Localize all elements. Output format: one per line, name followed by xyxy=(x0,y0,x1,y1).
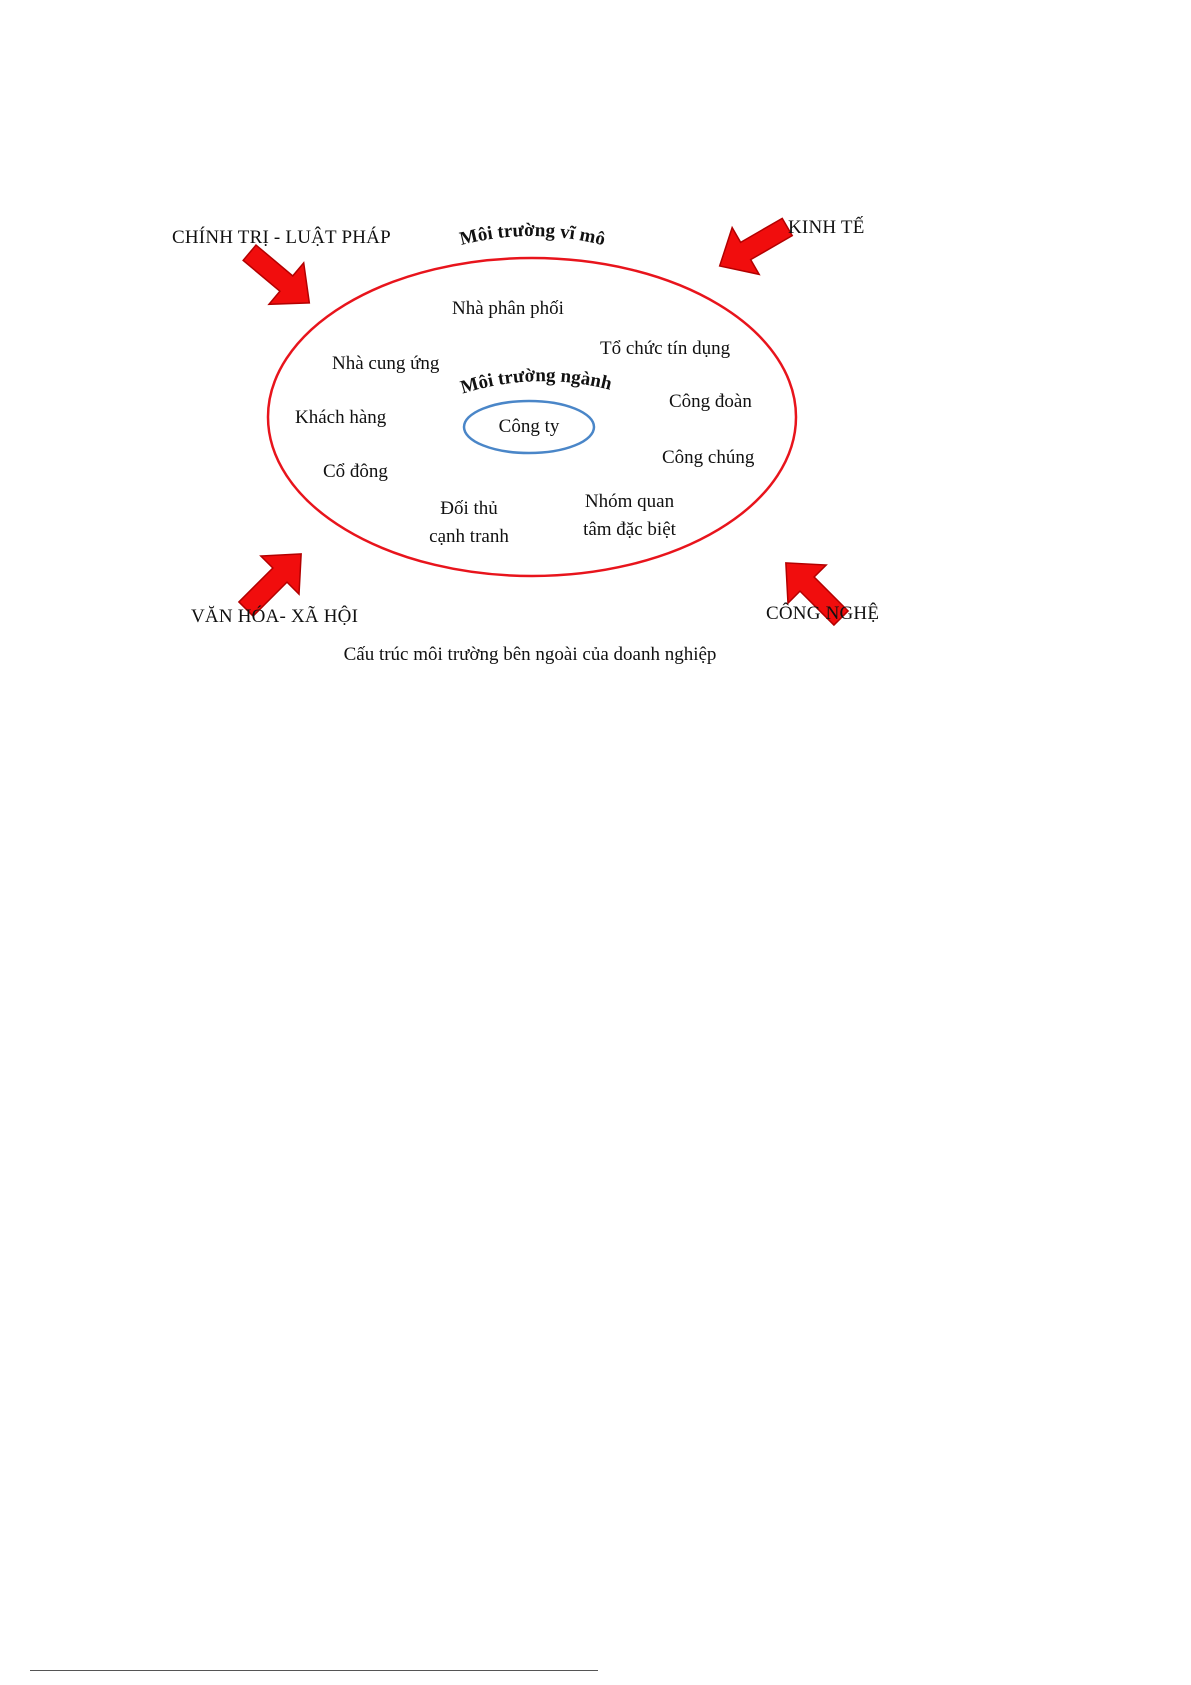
company-label: Công ty xyxy=(498,416,560,437)
arrow-top-right-icon xyxy=(706,204,801,290)
stakeholder-public: Công chúng xyxy=(662,447,755,468)
stakeholder-shareholder: Cổ đông xyxy=(323,461,388,482)
force-technological: CÔNG NGHỆ xyxy=(766,603,880,624)
competitor-line-1: Đối thủ xyxy=(440,498,498,519)
stakeholder-competitor xyxy=(404,495,534,551)
stakeholder-distributor: Nhà phân phối xyxy=(452,298,564,319)
competitor-line-2: cạnh tranh xyxy=(429,526,509,547)
macro-environment-title: Môi trường vĩ mô xyxy=(457,219,608,251)
interest-line-1: Nhóm quan xyxy=(584,491,675,512)
figure-caption: Cấu trúc môi trường bên ngoài của doanh nghiệp xyxy=(343,644,717,665)
stakeholder-supplier: Nhà cung ứng xyxy=(332,353,440,374)
stakeholder-special-interest-group xyxy=(562,488,697,544)
stakeholder-credit-institution: Tổ chức tín dụng xyxy=(600,338,731,359)
stakeholder-union: Công đoàn xyxy=(669,391,752,412)
force-political-legal: CHÍNH TRỊ - LUẬT PHÁP xyxy=(172,227,391,248)
force-economic: KINH TẾ xyxy=(788,217,865,238)
footnote-separator xyxy=(30,1670,598,1671)
stakeholder-customer: Khách hàng xyxy=(295,407,387,428)
industry-environment-title: Môi trường ngành xyxy=(458,365,614,399)
force-socio-cultural: VĂN HÓA- XÃ HỘI xyxy=(191,606,359,627)
interest-line-2: tâm đặc biệt xyxy=(583,519,676,540)
